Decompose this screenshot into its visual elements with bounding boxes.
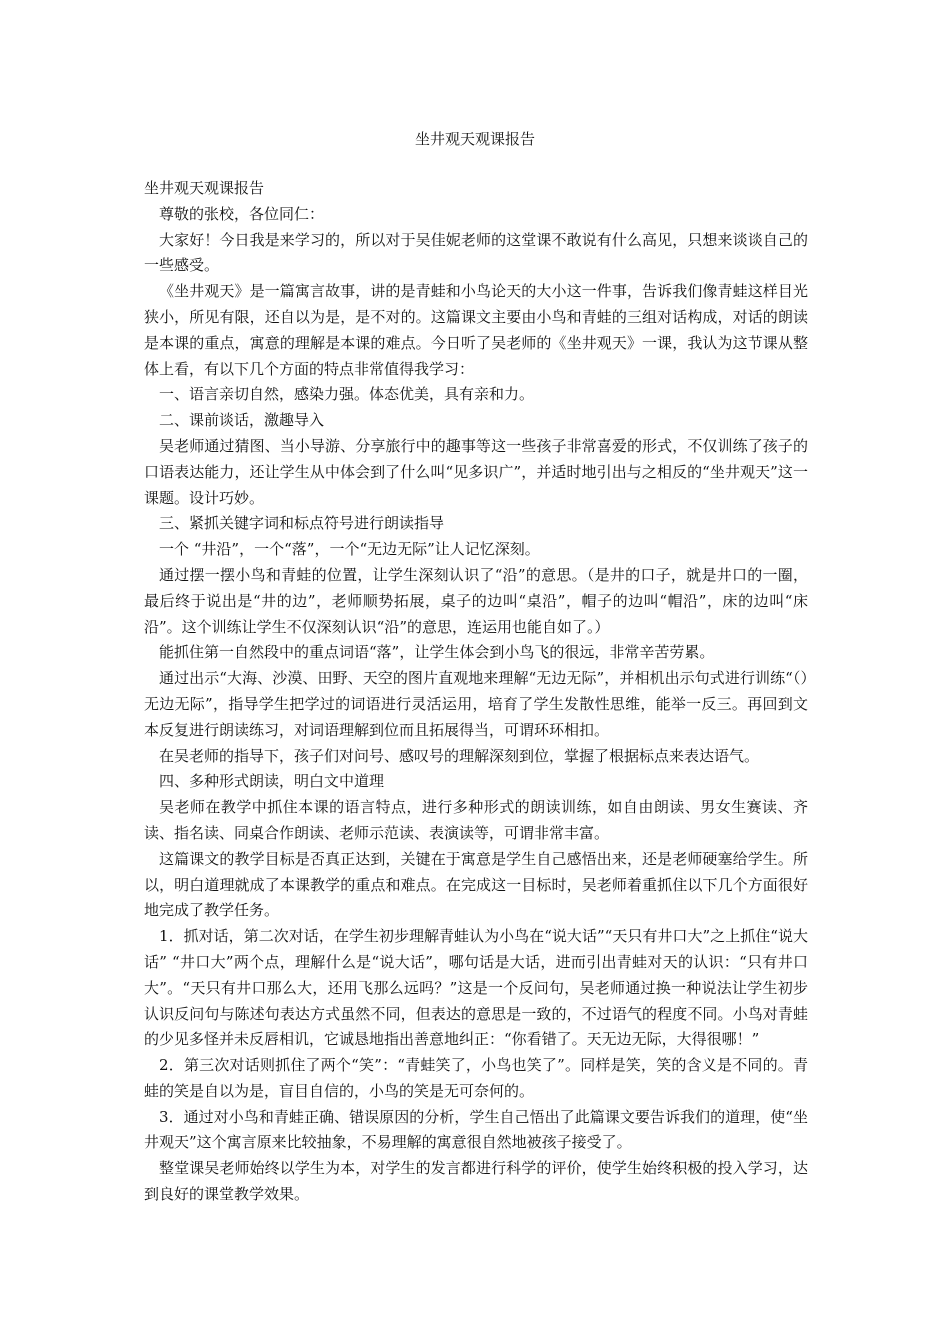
document-title: 坐井观天观课报告 [414, 130, 535, 148]
paragraph: 通过摆一摆小鸟和青蛙的位置，让学生深刻认识了“沿”的意思。（是井的口子，就是井口的一圈，最后终于说出是“井的边”，老师顺势拓展，桌子的边叫“桌沿”，帽子的边叫“帽沿”，床的边叫“床沿”。这个训练让学生不仅深刻认识“沿”的意思，连运用也能自如了。） [144, 565, 808, 636]
list-item-2: 2．第三次对话则抓住了两个“笑”：“青蛙笑了，小鸟也笑了”。同样是笑，笑的含义是不同的。青蛙的笑是自以为是，盲目自信的，小鸟的笑是无可奈何的。 [144, 1056, 808, 1100]
paragraph: 通过出示“大海、沙漠、田野、天空的图片直观地来理解“无边无际”，并相机出示句式进行训练“（）无边无际”，指导学生把学过的词语进行灵活运用，培育了学生发散性思维，能举一反三。再回到文本反复进行朗读练习，对词语理解到位而且拓展得当，可谓环环相扣。 [144, 669, 808, 739]
document-body [144, 176, 808, 1208]
paragraph: 这篇课文的教学目标是否真正达到，关键在于寓意是学生自己感悟出来，还是老师硬塞给学生。所以，明白道理就成了本课教学的重点和难点。在完成这一目标时，吴老师着重抓住以下几个方面很好地完成了教学任务。 [144, 849, 808, 920]
paragraph: 能抓住第一自然段中的重点词语“落”，让学生体会到小鸟飞的很远，非常辛苦劳累。 [159, 643, 715, 662]
paragraph: 在吴老师的指导下，孩子们对问号、感叹号的理解深刻到位，掌握了根据标点来表达语气。 [159, 746, 760, 765]
paragraph: 一个 “井沿”，一个“落”，一个“无边无际”让人记忆深刻。 [159, 540, 540, 559]
paragraph-summary: 《坐井观天》是一篇寓言故事，讲的是青蛙和小鸟论天的大小这一件事，告诉我们像青蛙这样目光狭小，所见有限，还自以为是，是不对的。这篇课文主要由小鸟和青蛙的三组对话构成，对话的朗读是本课的重点，寓意的理解是本课的难点。今日听了吴老师的《坐井观天》一课，我认为这节课从整体上看，有以下几个方面的特点非常值得我学习： [144, 282, 808, 378]
paragraph: 吴老师通过猜图、当小导游、分享旅行中的趣事等这一些孩子非常喜爱的形式，不仅训练了孩子的口语表达能力，还让学生从中体会到了什么叫“见多识广”，并适时地引出与之相反的“坐井观天”这一课题。设计巧妙。 [144, 436, 808, 507]
report-heading: 坐井观天观课报告 [144, 179, 265, 197]
paragraph: 吴老师在教学中抓住本课的语言特点，进行多种形式的朗读训练，如自由朗读、男女生赛读、齐读、指名读、同桌合作朗读、老师示范读、表演读等，可谓非常丰富。 [144, 798, 808, 842]
greeting: 尊敬的张校，各位同仁： [159, 204, 325, 223]
section-heading-1: 一、语言亲切自然，感染力强。体态优美，具有亲和力。 [159, 385, 535, 404]
section-heading-3: 三、紧抓关键字词和标点符号进行朗读指导 [159, 514, 445, 533]
section-heading-2: 二、课前谈话，激趣导入 [159, 411, 325, 430]
list-item-1: 1．抓对话，第二次对话，在学生初步理解青蛙认为小鸟在“说大话”“天只有井口大”之上抓住“说大话” “井口大”两个点，理解什么是“说大话”，哪句话是大话，进而引出青蛙对天的认识：“只有井口大”。“天只有井口那么大，还用飞那么远吗？”这是一个反问句，吴老师通过换一种说法让学生初步认识反问句与陈述句表达方式虽然不同，但表达的意思是一致的，不过语气的程度不同。小鸟对青蛙的少见多怪并未反唇相讥，它诚恳地指出善意地纠正：“你看错了。天无边无际，大得很哪！” [144, 927, 808, 1049]
paragraph-conclusion: 整堂课吴老师始终以学生为本，对学生的发言都进行科学的评价，使学生始终积极的投入学习，达到良好的课堂教学效果。 [144, 1159, 808, 1204]
paragraph-intro: 大家好！今日我是来学习的，所以对于吴佳妮老师的这堂课不敢说有什么高见，只想来谈谈自己的一些感受。 [144, 230, 808, 275]
section-heading-4: 四、多种形式朗读，明白文中道理 [159, 772, 385, 791]
list-item-3: 3．通过对小鸟和青蛙正确、错误原因的分析，学生自己悟出了此篇课文要告诉我们的道理，使“坐井观天”这个寓言原来比较抽象，不易理解的寓意很自然地被孩子接受了。 [144, 1107, 808, 1152]
